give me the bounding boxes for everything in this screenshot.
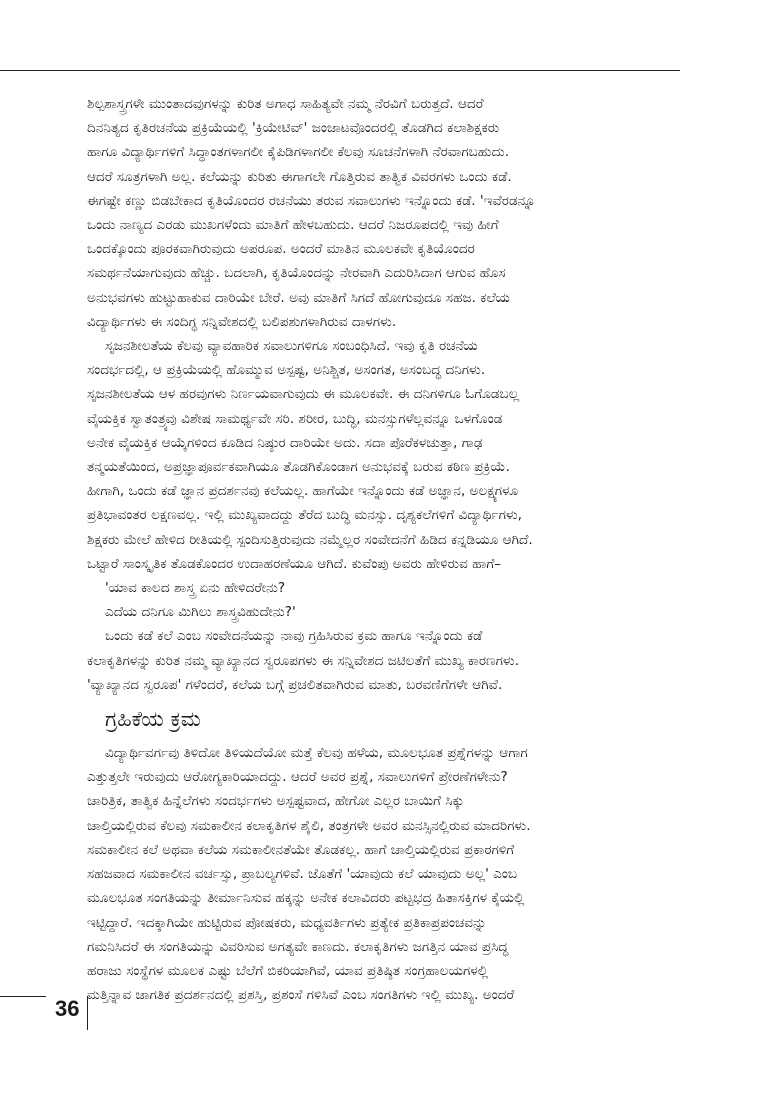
paragraph-2: [87, 334, 680, 576]
text-line: ಹೀಗಾಗಿ, ಒಂದು ಕಡೆ ಜ್ಞಾನ ಪ್ರದರ್ಶನವು ಕಲೆಯಲ್ಲ. ಹಾಗೆಯೇ ಇನ್ನೊಂದು ಕಡೆ ಅಜ್ಞಾನ, ಅಲಕ್ಷ್ಯಗಳೂ: [87, 483, 519, 500]
text-line: ಒಂದು ನಾಣ್ಯದ ಎರಡು ಮುಖಗಳೆಂದು ಮಾತಿಗೆ ಹೇಳಬಹುದು. ಆದರೆ ನಿಜರೂಪದಲ್ಲಿ ಇವು ಹೀಗೆ: [87, 217, 499, 234]
quote-line: ಎದೆಯ ದನಿಗೂ ಮಿಗಿಲು ಶಾಸ್ತ್ರವಿಹುದೇನು?': [105, 604, 296, 621]
section-heading: ಗ್ರಹಿಕೆಯ ಕ್ರಮ: [105, 707, 201, 732]
paragraph-1: [87, 92, 680, 334]
text-line: ಆದರೆ ಸೂತ್ರಗಳಾಗಿ ಅಲ್ಲ. ಕಲೆಯನ್ನು ಕುರಿತು ಈಗಾಗಲೇ ಗೊತ್ತಿರುವ ತಾತ್ವಿಕ ವಿವರಗಳು ಒಂದು ಕಡೆ.: [87, 168, 512, 185]
page-body: [87, 92, 680, 1007]
page-number: 36: [55, 996, 80, 1021]
text-line: ಪ್ರತಿಭಾವಂತರ ಲಕ್ಷಣವಲ್ಲ. ಇಲ್ಲಿ ಮುಖ್ಯವಾದದ್ದು ತೆರೆದ ಬುದ್ಧಿ ಮನಸ್ಸು. ದೃಶ್ಯಕಲೆಗಳಿಗೆ ವಿದ್ಯಾರ್ಥಿಗಳು,: [87, 507, 522, 524]
text-line: ಹರಾಜು ಸಂಸ್ಥೆಗಳ ಮೂಲಕ ಎಷ್ಟು ಬೆಲೆಗೆ ಬಿಕರಿಯಾಗಿವೆ, ಯಾವ ಪ್ರತಿಷ್ಠಿತ ಸಂಗ್ರಹಾಲಯಗಳಲ್ಲಿ: [87, 962, 489, 979]
text-line: ಸಮಕಾಲೀನ ಕಲೆ ಅಥವಾ ಕಲೆಯ ಸಮಕಾಲೀನತೆಯೇ ತೊಡಕಲ್ಲ. ಹಾಗೆ ಚಾಲ್ತಿಯಲ್ಲಿರುವ ಪ್ರಕಾರಗಳಿಗೆ: [87, 841, 515, 858]
text-line: ಶಿಕ್ಷಕರು ಮೇಲೆ ಹೇಳಿದ ರೀತಿಯಲ್ಲಿ ಸ್ಪಂದಿಸುತ್ತಿರುವುದು ನಮ್ಮೆಲ್ಲರ ಸಂವೇದನೆಗೆ ಹಿಡಿದ ಕನ್ನಡಿಯೂ ಆಗಿದೆ.: [87, 531, 533, 548]
poem-quote: [87, 576, 680, 624]
text-line: ಮೂಲಭೂತ ಸಂಗತಿಯನ್ನು ತೀರ್ಮಾನಿಸುವ ಹಕ್ಕನ್ನು ಅನೇಕ ಕಲಾವಿದರು ಪಟ್ಟಭದ್ರ ಹಿತಾಸಕ್ತಿಗಳ ಕೈಯಲ್ಲಿ: [87, 890, 525, 907]
footer-divider: [87, 996, 88, 1030]
text-line: ಸಹಜವಾದ ಸಮಕಾಲೀನ ವರ್ಚಸ್ಸು, ಪ್ರಾಬಲ್ಯಗಳಿವೆ. ಜೊತೆಗೆ 'ಯಾವುದು ಕಲೆ ಯಾವುದು ಅಲ್ಲ' ಎಂಬ: [87, 866, 518, 883]
text-line: ಸೃಜನಶೀಲತೆಯ ಆಳ ಹರವುಗಳು ನಿರ್ಣಯವಾಗುವುದು ಈ ಮೂಲಕವೇ. ಈ ದನಿಗಳಿಗೂ ಓಗೊಡಬಲ್ಲ: [87, 386, 520, 403]
text-line: ಎತ್ತುತ್ತಲೇ ಇರುವುದು ಆರೋಗ್ಯಕಾರಿಯಾದದ್ದು. ಆದರೆ ಅವರ ಪ್ರಶ್ನೆ, ಸವಾಲುಗಳಿಗೆ ಪ್ರೇರಣೆಗಳೇನು?: [87, 769, 508, 786]
paragraph-3: [87, 624, 680, 697]
text-line: ಚಾರಿತ್ರಿಕ, ತಾತ್ವಿಕ ಹಿನ್ನೆಲೆಗಳು ಸಂದರ್ಭಗಳು ಅಸ್ಪಷ್ಟವಾದ, ಹೇಗೋ ಎಲ್ಲರ ಬಾಯಿಗೆ ಸಿಕ್ಕು: [87, 793, 465, 810]
text-line: ಕಲಾಕೃತಿಗಳನ್ನು ಕುರಿತ ನಮ್ಮ ವ್ಯಾಖ್ಯಾನದ ಸ್ವರೂಪಗಳು ಈ ಸನ್ನಿವೇಶದ ಜಟಿಲತೆಗೆ ಮುಖ್ಯ ಕಾರಣಗಳು.: [87, 652, 520, 669]
paragraph-4: [87, 741, 680, 1007]
text-line: ಶಿಲ್ಪಶಾಸ್ತ್ರಗಳೇ ಮುಂತಾದವುಗಳನ್ನು ಕುರಿತ ಅಗಾಧ ಸಾಹಿತ್ಯವೇ ನಮ್ಮ ನೆರವಿಗೆ ಬರುತ್ತದೆ. ಆದರೆ: [87, 96, 484, 112]
text-line: ತನ್ಮಯತೆಯಿಂದ, ಅಪ್ರಜ್ಞಾಪೂರ್ವಕವಾಗಿಯೂ ತೊಡಗಿಕೊಂಡಾಗ ಅನುಭವಕ್ಕೆ ಬರುವ ಕಠಿಣ ಪ್ರಕ್ರಿಯೆ.: [87, 459, 510, 476]
text-line: ಸಮರ್ಥನೆಯಾಗುವುದು ಹೆಚ್ಚು. ಬದಲಾಗಿ, ಕೃತಿಯೊಂದನ್ನು ನೇರವಾಗಿ ಎದುರಿಸಿದಾಗ ಆಗುವ ಹೊಸ: [87, 265, 506, 282]
text-line: ಇಟ್ಟಿದ್ದಾರೆ. ಇದಕ್ಕಾಗಿಯೇ ಹುಟ್ಟಿರುವ ಪೋಷಕರು, ಮಧ್ಯವರ್ತಿಗಳು ಪ್ರತ್ಯೇಕ ಪ್ರತಿಕಾಪ್ರಪಂಚವನ್ನು: [87, 914, 487, 931]
text-line: ವೈಯಕ್ತಿಕ ಸ್ವಾತಂತ್ರ್ಯವು ವಿಶೇಷ ಸಾಮರ್ಥ್ಯವೇ ಸರಿ. ಶರೀರ, ಬುದ್ಧಿ, ಮನಸ್ಸುಗಳೆಲ್ಲವನ್ನೂ ಒಳಗೊಂಡ: [87, 410, 503, 427]
text-line: ಮತ್ತಿನ್ನಾವ ಜಾಗತಿಕ ಪ್ರದರ್ಶನದಲ್ಲಿ ಪ್ರಶಸ್ತಿ, ಪ್ರಶಂಸೆ ಗಳಿಸಿವೆ ಎಂಬ ಸಂಗತಿಗಳು ಇಲ್ಲಿ ಮುಖ್ಯ. ಅಂದರೆ: [87, 987, 515, 1004]
text-line: ಈಗಷ್ಟೇ ಕಣ್ಣು ಬಿಡಬೇಕಾದ ಕೃತಿಯೊಂದರ ರಚನೆಯು ತರುವ ಸವಾಲುಗಳು ಇನ್ನೊಂದು ಕಡೆ. 'ಇವೆರಡನ್ನೂ: [87, 192, 536, 209]
text-line: ವಿದ್ಯಾರ್ಥಿಗಳು ಈ ಸಂದಿಗ್ಧ ಸನ್ನಿವೇಶದಲ್ಲಿ ಬಲಿಪಶುಗಳಾಗಿರುವ ದಾಳಗಳು.: [87, 313, 397, 330]
text-line: ಗಮನಿಸಿದರೆ ಈ ಸಂಗತಿಯನ್ನು ವಿವರಿಸುವ ಅಗತ್ಯವೇ ಕಾಣದು. ಕಲಾಕೃತಿಗಳು ಜಗತ್ತಿನ ಯಾವ ಪ್ರಸಿದ್ಧ: [87, 938, 509, 955]
text-line: ದಿನನಿತ್ಯದ ಕೃತಿರಚನೆಯ ಪ್ರಕ್ರಿಯೆಯಲ್ಲಿ 'ಕ್ರಿಯೇಟಿವ್' ಜಂಜಾಟವೊಂದರಲ್ಲಿ ತೊಡಗಿದ ಕಲಾಶಿಕ್ಷಕರು: [87, 120, 500, 137]
text-line: ಸಂದರ್ಭದಲ್ಲಿ, ಆ ಪ್ರಕ್ರಿಯೆಯಲ್ಲಿ ಹೊಮ್ಮುವ ಅಸ್ಪಷ್ಟ, ಅನಿಶ್ಚಿತ, ಅಸಂಗತ, ಅಸಂಬದ್ಧ ದನಿಗಳು.: [87, 362, 486, 379]
text-line: ಒಂದಕ್ಕೊಂದು ಪೂರಕವಾಗಿರುವುದು ಅಪರೂಪ. ಅಂದರೆ ಮಾತಿನ ಮೂಲಕವೇ ಕೃತಿಯೊಂದರ: [87, 241, 475, 258]
text-line: ಅನೇಕ ವೈಯಕ್ತಿಕ ಆಯ್ಕೆಗಳಿಂದ ಕೂಡಿದ ನಿಷ್ಠುರ ದಾರಿಯೇ ಅದು. ಸದಾ ಪೊರೆಕಳಚುತ್ತಾ, ಗಾಢ: [87, 434, 483, 451]
top-rule: [0, 70, 680, 71]
quote-line: 'ಯಾವ ಕಾಲದ ಶಾಸ್ತ್ರ ಏನು ಹೇಳಿದರೇನು?: [105, 580, 286, 597]
footer-rule: [0, 996, 46, 997]
text-line: ಚಾಲ್ತಿಯಲ್ಲಿರುವ ಕೆಲವು ಸಮಕಾಲೀನ ಕಲಾಕೃತಿಗಳ ಶೈಲಿ, ತಂತ್ರಗಳೇ ಅವರ ಮನಸ್ಸಿನಲ್ಲಿರುವ ಮಾದರಿಗಳು.: [87, 817, 531, 834]
text-line: ಸೃಜನಶೀಲತೆಯ ಕೆಲವು ವ್ಯಾವಹಾರಿಕ ಸವಾಲುಗಳಿಗೂ ಸಂಬಂಧಿಸಿದೆ. ಇವು ಕೃತಿ ರಚನೆಯ: [105, 338, 478, 355]
text-line: 'ವ್ಯಾಖ್ಯಾನದ ಸ್ವರೂಪ' ಗಳೆಂದರೆ, ಕಲೆಯ ಬಗ್ಗೆ ಪ್ರಚಲಿತವಾಗಿರುವ ಮಾತು, ಬರವಣಿಗೆಗಳೇ ಆಗಿವೆ.: [87, 676, 503, 693]
text-line: ಒಂದು ಕಡೆ ಕಲೆ ಎಂಬ ಸಂವೇದನೆಯನ್ನು ನಾವು ಗ್ರಹಿಸಿರುವ ಕ್ರಮ ಹಾಗೂ ಇನ್ನೊಂದು ಕಡೆ: [105, 628, 483, 645]
text-line: ಅನುಭವಗಳು ಹುಟ್ಟುಹಾಕುವ ದಾರಿಯೇ ಬೇರೆ. ಅವು ಮಾತಿಗೆ ಸಿಗದೆ ಹೋಗುವುದೂ ಸಹಜ. ಕಲೆಯ: [87, 289, 510, 306]
text-line: ವಿದ್ಯಾರ್ಥಿವರ್ಗವು ತಿಳಿದೋ ತಿಳಿಯದೆಯೋ ಮತ್ತೆ ಕೆಲವು ಹಳೆಯ, ಮೂಲಭೂತ ಪ್ರಶ್ನೆಗಳನ್ನು ಆಗಾಗ: [105, 745, 528, 762]
text-line: ಹಾಗೂ ವಿದ್ಯಾರ್ಥಿಗಳಿಗೆ ಸಿದ್ಧಾಂತಗಳಾಗಲೀ ಕೈಪಿಡಿಗಳಾಗಲೀ ಕೆಲವು ಸೂಚನೆಗಳಾಗಿ ನೆರವಾಗಬಹುದು.: [87, 144, 510, 161]
text-line: ಒಟ್ಟಾರೆ ಸಾಂಸ್ಕೃತಿಕ ತೊಡಕೊಂದರ ಉದಾಹರಣೆಯೂ ಆಗಿದೆ. ಕುವೆಂಪು ಅವರು ಹೇಳಿರುವ ಹಾಗೆ–: [87, 555, 502, 572]
